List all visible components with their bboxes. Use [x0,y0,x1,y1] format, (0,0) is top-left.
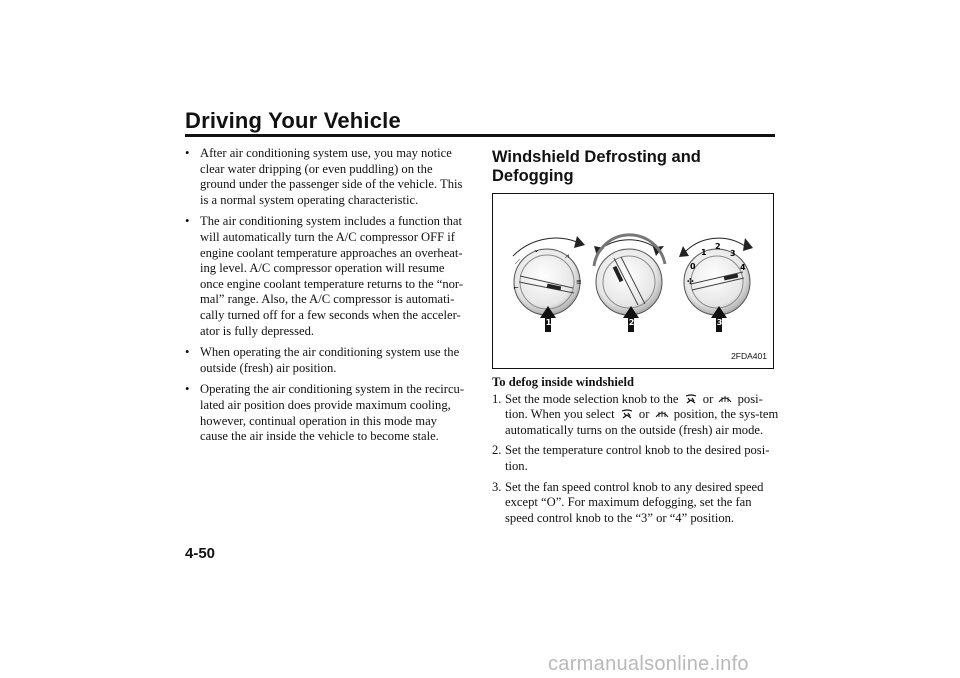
step-item [492,443,782,474]
svg-text:⩘: ⩘ [565,252,569,260]
climate-knobs-figure [492,193,774,369]
fan-speed-knob [679,238,753,315]
fan-knob-label-1: 1 [701,248,707,257]
section-heading: Windshield Defrosting and Defogging [492,148,701,185]
step-text: or [638,407,650,422]
step-text: or [702,391,714,406]
floor-defrost-icon [684,394,698,404]
bullet-item: • When operating the air conditioning system use the outside (fresh) air position. [185,345,467,376]
figure-code: 2FDA401 [731,351,767,362]
climate-knobs-illustration [493,194,773,368]
step-item [492,480,782,527]
right-column [492,146,782,531]
step-text: Set the mode selection knob to the [505,391,679,406]
windshield-defrost-icon [718,394,732,404]
mode-selection-knob [513,236,585,315]
svg-text:⌐: ⌐ [513,284,519,292]
svg-text:⌄: ⌄ [533,245,540,254]
steps-list [492,392,782,527]
callout-label-2: 2 [628,318,635,327]
step-text: Set the temperature control knob to the desired posi-tion. [505,443,770,473]
page-number: 4-50 [185,545,216,562]
bullet-item: • Operating the air conditioning system in the recircu-lated air position does provide maximum cooling, however, continual operation in this mode may cause the air inside the vehicle to become stale. [185,382,467,444]
svg-text:⟋: ⟋ [515,258,520,266]
watermark: carmanualsonline.info [548,653,749,675]
svg-text:≡: ≡ [576,278,582,286]
bullet-item: • The air conditioning system includes a function that will automatically turn the A/C compressor OFF if engine coolant temperature approaches an overheat-ing level. A/C compressor operation will resume once engine coolant temperature returns to the “nor-mal” range. Also, the A/C compressor is automati-cally turned off for a few seconds when the acceler-ator is fully depressed. [185,214,467,339]
left-column [185,146,467,451]
fan-knob-label-3: 3 [730,249,736,258]
windshield-defrost-icon [655,409,669,419]
step-number: 1. [492,391,502,406]
fan-icon: ✣ [687,277,694,286]
step-text: position, the sys-tem automatically turns on the outside (fresh) air mode. [505,407,779,437]
step-text: posi-tion. When you select [505,391,763,422]
bullet-item: • After air conditioning system use, you may notice clear water dripping (or even puddling) on the ground under the passenger side of the vehicle. This is a normal system operating characteristic. [185,146,467,208]
step-text: Set the fan speed control knob to any desired speed except “O”. For maximum defogging, set the fan speed control knob to the “3” or “4” position. [505,479,764,525]
step-item [492,392,782,439]
page-title: Driving Your Vehicle [185,108,401,133]
fan-knob-label-0: 0 [690,262,696,271]
callout-label-1: 1 [545,318,552,327]
step-number: 2. [492,443,502,458]
header-rule [185,134,775,137]
bullet-list [185,146,467,445]
callout-label-3: 3 [716,318,723,327]
step-number: 3. [492,479,502,494]
fan-knob-label-4: 4 [740,263,746,272]
floor-defrost-icon [620,409,634,419]
subheading: To defog inside windshield [492,375,634,389]
fan-knob-label-2: 2 [715,242,721,251]
temperature-knob [594,235,665,315]
